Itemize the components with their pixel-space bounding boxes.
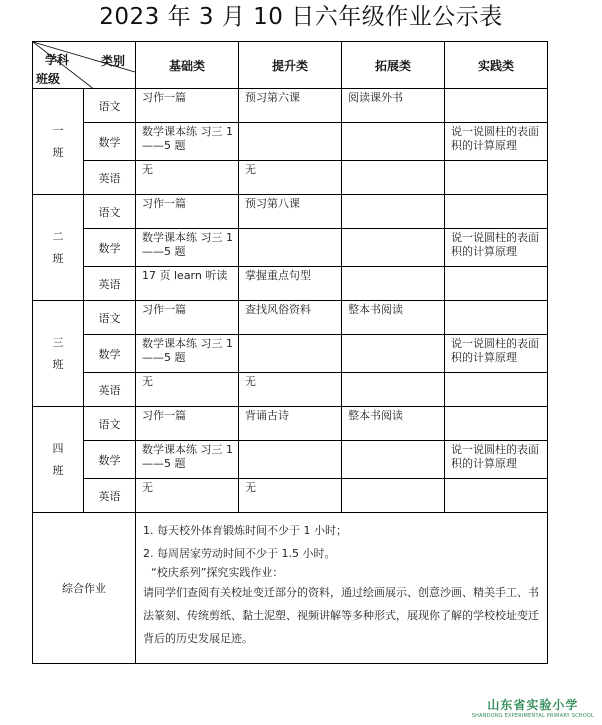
subject-cell: 数学 [84,335,136,373]
homework-cell: 无 [239,161,342,195]
homework-cell [342,195,445,229]
homework-cell [445,407,548,441]
summary-line: 请同学们查阅有关校址变迁部分的资料，通过绘画展示、创意沙画、精美手工、书法篆刻、传统剪纸、黏土泥塑、视频讲解等多种形式，展现你了解的学校校址变迁背后的历史发展足迹。 [143,586,539,645]
page-title: 2023 年 3 月 10 日六年级作业公示表 [99,4,503,30]
school-logo [472,696,594,719]
homework-cell: 习作一篇 [136,195,239,229]
summary-line: “校庆系列”探究实践作业： [151,566,284,579]
homework-cell: 习作一篇 [136,89,239,123]
table-row [33,123,548,161]
homework-cell [342,479,445,513]
summary-notes [136,513,548,664]
homework-cell: 预习第六课 [239,89,342,123]
homework-cell [445,267,548,301]
subject-cell: 语文 [84,195,136,229]
summary-line: 1. 每天校外体育锻炼时间不少于 1 小时； [143,524,347,537]
subject-cell: 英语 [84,267,136,301]
homework-cell [342,161,445,195]
table-row [33,301,548,335]
homework-cell: 数学课本练 习三 1——5 题 [136,123,239,161]
homework-cell: 说一说圆柱的表面积的计算原理 [445,335,548,373]
homework-cell [239,335,342,373]
logo-subtext: SHANDONG EXPERIMENTAL PRIMARY SCHOOL [471,713,594,719]
homework-cell [342,335,445,373]
corner-subject-label: 学科 [45,53,70,67]
table-row [33,335,548,373]
homework-cell: 17 页 learn 听读 [136,267,239,301]
subject-cell: 数学 [84,441,136,479]
subject-cell: 数学 [84,229,136,267]
corner-category-label: 类别 [100,54,125,68]
homework-cell: 数学课本练 习三 1——5 题 [136,335,239,373]
table-row [33,479,548,513]
homework-cell [445,373,548,407]
subject-cell: 英语 [84,161,136,195]
homework-cell: 习作一篇 [136,301,239,335]
homework-cell: 习作一篇 [136,407,239,441]
class-name-cell: 四 班 [33,407,84,513]
homework-cell: 说一说圆柱的表面积的计算原理 [445,123,548,161]
homework-cell [239,441,342,479]
homework-cell: 查找风俗资料 [239,301,342,335]
homework-table [32,41,548,664]
homework-cell [239,229,342,267]
homework-cell [445,89,548,123]
class-name-cell: 三 班 [33,301,84,407]
table-row [33,195,548,229]
homework-cell [342,373,445,407]
corner-header-cell [33,42,136,89]
column-header-basic: 基础类 [136,42,239,89]
table-row [33,373,548,407]
homework-cell: 预习第八课 [239,195,342,229]
homework-cell: 无 [136,373,239,407]
homework-cell [445,479,548,513]
corner-class-label: 班级 [36,72,61,86]
class-name-cell: 二 班 [33,195,84,301]
subject-cell: 语文 [84,89,136,123]
homework-cell: 整本书阅读 [342,407,445,441]
homework-cell: 整本书阅读 [342,301,445,335]
homework-cell: 无 [239,479,342,513]
homework-cell [342,267,445,301]
homework-cell: 阅读课外书 [342,89,445,123]
homework-cell [342,123,445,161]
table-row [33,267,548,301]
column-header-extend: 拓展类 [342,42,445,89]
homework-cell: 背诵古诗 [239,407,342,441]
table-row [33,89,548,123]
table-row [33,161,548,195]
summary-row [33,513,548,664]
subject-cell: 英语 [84,373,136,407]
homework-cell: 说一说圆柱的表面积的计算原理 [445,441,548,479]
homework-cell [239,123,342,161]
table-row [33,407,548,441]
homework-cell [445,195,548,229]
homework-cell: 掌握重点句型 [239,267,342,301]
homework-cell: 无 [239,373,342,407]
homework-cell [342,441,445,479]
column-header-practice: 实践类 [445,42,548,89]
homework-cell [445,301,548,335]
table-row [33,441,548,479]
homework-cell [445,161,548,195]
homework-cell: 数学课本练 习三 1——5 题 [136,441,239,479]
summary-label: 综合作业 [33,513,136,664]
homework-cell: 说一说圆柱的表面积的计算原理 [445,229,548,267]
logo-text: 山东省实验小学 [487,698,579,712]
summary-line: 2. 每周居家劳动时间不少于 1.5 小时。 [143,547,336,560]
header-row [33,42,548,89]
homework-cell [342,229,445,267]
subject-cell: 语文 [84,407,136,441]
homework-cell: 无 [136,479,239,513]
class-name-cell: 一 班 [33,89,84,195]
column-header-improve: 提升类 [239,42,342,89]
homework-cell: 数学课本练 习三 1——5 题 [136,229,239,267]
subject-cell: 数学 [84,123,136,161]
table-row [33,229,548,267]
subject-cell: 语文 [84,301,136,335]
subject-cell: 英语 [84,479,136,513]
homework-cell: 无 [136,161,239,195]
